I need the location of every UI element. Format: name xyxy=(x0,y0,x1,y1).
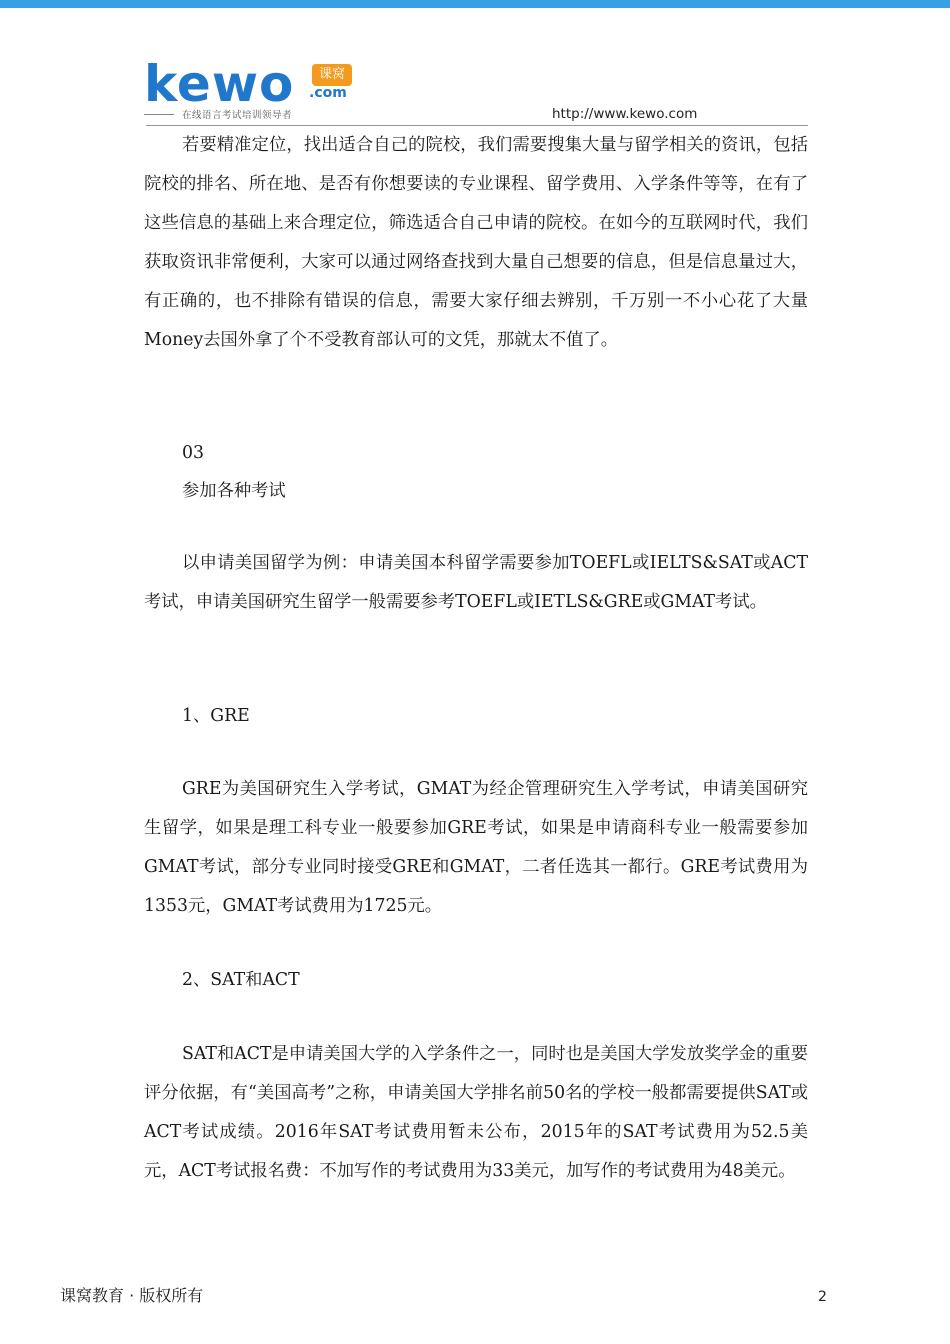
subsection-title-gre: 1、GRE xyxy=(182,706,250,726)
paragraph-research-schools: 若要精准定位，找出适合自己的院校，我们需要搜集大量与留学相关的资讯，包括院校的排名、所在地、是否有你想要读的专业课程、留学费用、入学条件等等，在有了这些信息的基础上来合理定位，筛选适合自己申请的院校。在如今的互联网时代，我们获取资讯非常便利，大家可以通过网络查找到大量自己想要的信息，但是信息量过大，有正确的，也不排除有错误的信息，需要大家仔细去辨别，千万别一不小心花了大量Money去国外拿了个不受教育部认可的文凭，那就太不值了。 xyxy=(144,135,808,350)
tagline-rule-left xyxy=(144,114,174,115)
kewo-logo[interactable] xyxy=(144,55,364,124)
logo-domain-suffix: .com xyxy=(309,85,347,101)
paragraph-sat-act: SAT和ACT是申请美国大学的入学条件之一，同时也是美国大学发放奖学金的重要评分依据，有“美国高考”之称，申请美国大学排名前50名的学校一般都需要提供SAT或ACT考试成绩。2016年SAT考试费用暂未公布，2015年的SAT考试费用为52.5美元，ACT考试报名费：不加写作的考试费用为33美元，加写作的考试费用为48美元。 xyxy=(144,1044,808,1181)
footer-copyright: 课窝教育 · 版权所有 xyxy=(60,1286,204,1305)
logo-badge: 课窝 xyxy=(312,64,352,86)
logo-wordmark: kewo xyxy=(144,55,295,113)
paragraph-gre-gmat: GRE为美国研究生入学考试，GMAT为经企管理研究生入学考试，申请美国研究生留学，如果是理工科专业一般要参加GRE考试，如果是申请商科专业一般需要参加GMAT考试，部分专业同时接受GRE和GMAT，二者任选其一都行。GRE考试费用为1353元，GMAT考试费用为1725元。 xyxy=(144,779,808,916)
section-title: 参加各种考试 xyxy=(182,481,286,501)
logo-tagline-row xyxy=(144,107,356,121)
site-url[interactable]: http://www.kewo.com xyxy=(552,106,698,122)
section-number: 03 xyxy=(182,443,204,463)
top-accent-bar xyxy=(0,0,950,8)
paragraph-exam-requirements: 以申请美国留学为例：申请美国本科留学需要参加TOEFL或IELTS&SAT或ACT考试，申请美国研究生留学一般需要参考TOEFL或IETLS&GRE或GMAT考试。 xyxy=(144,553,808,612)
logo-tagline: 在线语言考试培训领导者 xyxy=(182,110,293,121)
page-number: 2 xyxy=(818,1289,827,1305)
subsection-title-sat-act: 2、SAT和ACT xyxy=(182,970,300,990)
